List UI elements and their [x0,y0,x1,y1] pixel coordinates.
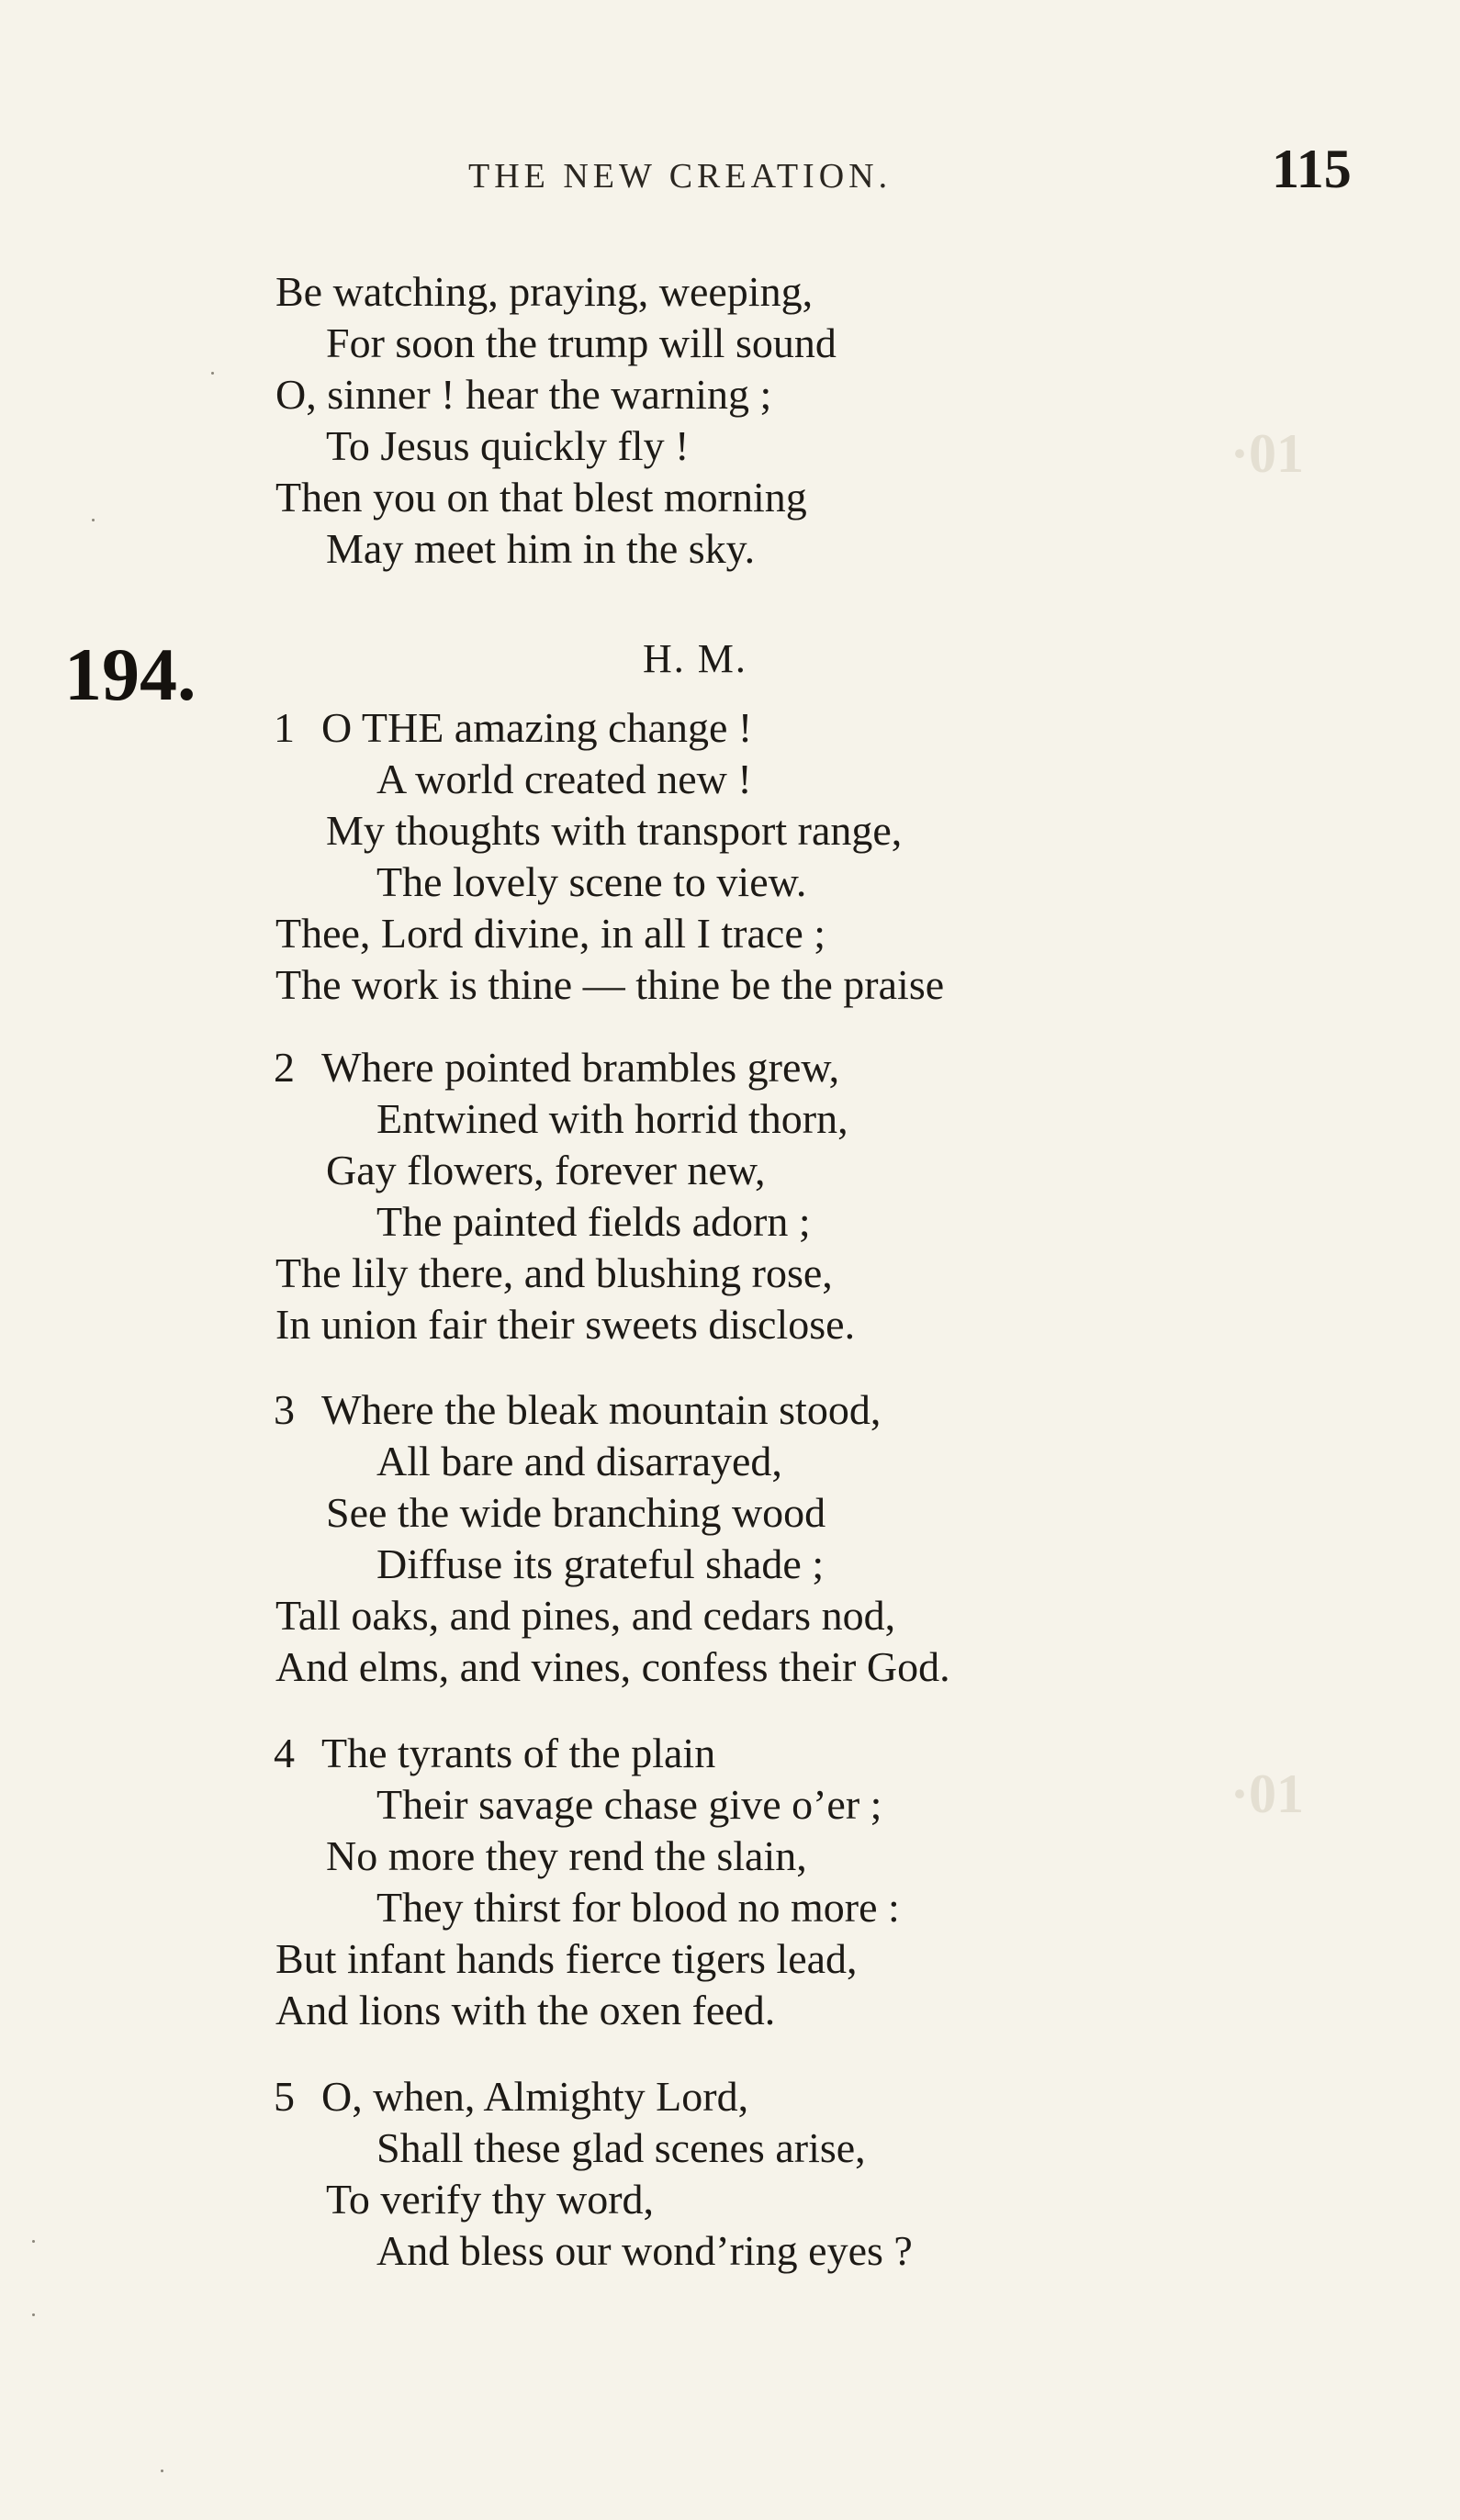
print-speck [161,2470,163,2472]
verse-line: For soon the trump will sound [326,319,837,366]
verse-line: Diffuse its grateful shade ; [376,1540,825,1587]
verse-line: To verify thy word, [326,2176,655,2223]
verse-line: Shall these glad scenes arise, [376,2124,866,2171]
verse-line: In union fair their sweets disclose. [275,1301,856,1348]
verse-number: 2 [274,1044,295,1091]
verse-line: Be watching, praying, weeping, [275,268,814,315]
verse-line: The painted fields adorn ; [376,1198,811,1245]
verse-line-text: Where pointed brambles grew, [321,1044,840,1091]
bleed-through-mark: ·01 [1230,1764,1305,1824]
verse-line: No more they rend the slain, [326,1832,807,1879]
verse-line: The lovely scene to view. [376,858,807,905]
verse-line: And lions with the oxen feed. [275,1987,776,2033]
verse-number: 1 [274,704,295,751]
verse-line: Tall oaks, and pines, and cedars nod, [275,1592,896,1639]
verse-line [274,1042,839,1093]
page-number: 115 [1272,139,1352,199]
verse-line: Then you on that blest morning [275,474,807,521]
verse-line: My thoughts with transport range, [326,807,903,854]
print-speck [32,2240,35,2243]
verse-line-text: The tyrants of the plain [321,1730,716,1776]
verse-line: But infant hands fierce tigers lead, [275,1935,858,1982]
hymn-number: 194. [64,633,197,716]
verse-line: Gay flowers, forever new, [326,1147,766,1193]
verse-line: The lily there, and blushing rose, [275,1249,833,1296]
verse-line: And bless our wond’ring eyes ? [376,2227,913,2274]
verse-line-text: O, when, Almighty Lord, [321,2073,749,2120]
verse-line: To Jesus quickly fly ! [326,422,690,469]
verse-line [274,2071,748,2122]
verse-line [274,1728,715,1779]
hymn-meter: H. M. [643,636,747,681]
verse-line: O, sinner ! hear the warning ; [275,371,772,418]
verse-line [274,702,752,754]
verse-line: All bare and disarrayed, [376,1438,782,1484]
print-speck [32,2313,35,2316]
verse-line: The work is thine — thine be the praise [275,961,945,1008]
verse-line: They thirst for blood no more : [376,1884,900,1931]
running-title: THE NEW CREATION. [468,157,893,196]
bleed-through-mark: ·01 [1230,423,1305,484]
verse-line: See the wide branching wood [326,1489,826,1536]
verse-line: Entwined with horrid thorn, [376,1095,848,1142]
print-speck [92,519,95,521]
verse-line-text: O THE amazing change ! [321,704,753,751]
verse-number: 3 [274,1386,295,1433]
verse-line: A world created new ! [376,756,752,802]
verse-line: And elms, and vines, confess their God. [275,1643,950,1690]
verse-line: Thee, Lord divine, in all I trace ; [275,910,826,957]
verse-line [274,1384,881,1436]
verse-line: May meet him in the sky. [326,525,756,572]
print-speck [211,372,214,375]
verse-number: 4 [274,1730,295,1776]
verse-line-text: Where the bleak mountain stood, [321,1386,882,1433]
verse-number: 5 [274,2073,295,2120]
verse-line: Their savage chase give o’er ; [376,1781,882,1828]
